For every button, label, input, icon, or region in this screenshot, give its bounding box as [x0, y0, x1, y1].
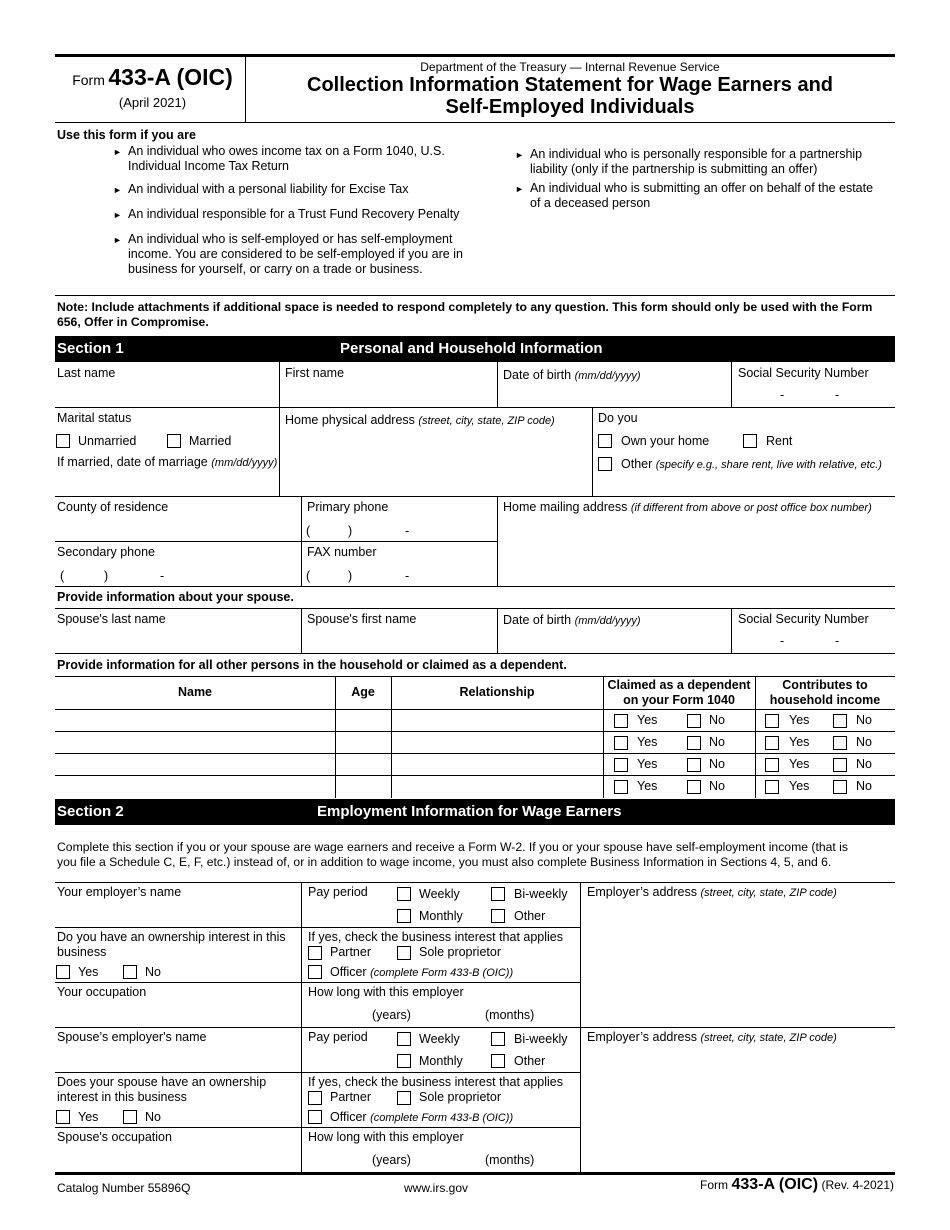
- spouse-officer-label: Officer (complete Form 433-B (OIC)): [330, 1110, 514, 1124]
- claimed-yes-label: Yes: [637, 713, 658, 727]
- agency-line: Department of the Treasury — Internal Revenue Service: [420, 60, 720, 74]
- footer-rule: [55, 1172, 895, 1175]
- claimed-yes-checkbox[interactable]: [614, 736, 628, 750]
- contributes-no-checkbox[interactable]: [833, 714, 847, 728]
- section2-intro-line1: Complete this section if you or your spouse are wage earners and receive a Form W-2. If you or your spouse have self-employment income (that is: [57, 840, 848, 854]
- footer-form-id: [700, 1176, 894, 1194]
- married-checkbox[interactable]: [167, 434, 181, 448]
- spouse-partner-label: Partner: [330, 1090, 371, 1104]
- pay-period-label: Pay period: [308, 885, 368, 899]
- paren: ): [104, 569, 109, 583]
- dependent-age-field[interactable]: [336, 754, 390, 775]
- contributes-yes-checkbox[interactable]: [765, 736, 779, 750]
- business-interest-label: If yes, check the business interest that applies: [308, 930, 563, 944]
- employer-address-field[interactable]: [581, 902, 895, 1026]
- row-rule: [55, 982, 580, 983]
- section2-bar: [55, 799, 895, 825]
- spouse-ssn-field[interactable]: [732, 630, 895, 652]
- section1-title: Personal and Household Information: [340, 340, 603, 357]
- right-bullet-text: of a deceased person: [530, 196, 651, 210]
- claimed-no-checkbox[interactable]: [687, 780, 701, 794]
- ssn-dash: -: [835, 634, 840, 648]
- spouse-pay-period-label: Pay period: [308, 1030, 368, 1044]
- header-divider: [245, 56, 246, 122]
- claimed-yes-label: Yes: [637, 757, 658, 771]
- contributes-yes-label: Yes: [789, 779, 810, 793]
- pay-other-label: Other: [514, 909, 546, 923]
- section2-intro-line2: you file a Schedule C, E, F, etc.) instead of, or in addition to wage income, you must also complete Business Information in Sections 4, 5, and 6.: [57, 855, 832, 869]
- row-rule: [55, 882, 895, 883]
- row-rule: [55, 927, 580, 928]
- spouse-occupation-field[interactable]: [56, 1146, 300, 1171]
- spouse-ownership-no-checkbox[interactable]: [123, 1110, 137, 1124]
- ownership-question: Do you have an ownership interest in this: [57, 930, 286, 944]
- spouse-ownership-question-2: interest in this business: [57, 1090, 187, 1104]
- claimed-yes-checkbox[interactable]: [614, 780, 628, 794]
- ssn-dash: -: [835, 388, 840, 402]
- footer-form-number: 433-A (OIC): [731, 1176, 819, 1193]
- footer-rev: (Rev. 4-2021): [821, 1178, 894, 1192]
- row-rule: [55, 608, 895, 609]
- contributes-no-label: No: [856, 779, 872, 793]
- paren: (: [60, 569, 65, 583]
- spouse-pay-weekly-label: Weekly: [419, 1032, 460, 1046]
- spouse-ownership-yes-checkbox[interactable]: [56, 1110, 70, 1124]
- pay-biweekly-checkbox[interactable]: [491, 887, 505, 901]
- other-housing-label: Other (specify e.g., share rent, live with relative, etc.): [621, 457, 882, 471]
- dependent-name-field[interactable]: [56, 776, 334, 797]
- officer-label: Officer (complete Form 433-B (OIC)): [330, 965, 514, 979]
- divider: [592, 407, 593, 496]
- fax-label: FAX number: [307, 545, 377, 559]
- form-id-block: [60, 64, 245, 91]
- employer-name-field[interactable]: [56, 900, 300, 926]
- contributes-no-label: No: [856, 713, 872, 727]
- col-claimed-header: Claimed as a dependent: [607, 678, 751, 692]
- dependent-name-field[interactable]: [56, 732, 334, 753]
- spouse-ownership-yes-label: Yes: [78, 1110, 99, 1124]
- bullet-arrow-icon: ►: [515, 184, 524, 194]
- mailing-address-label: Home mailing address (if different from above or post office box number): [503, 500, 872, 514]
- spouse-first-name-label: Spouse's first name: [307, 612, 417, 626]
- form-date: (April 2021): [118, 95, 187, 110]
- spouse-heading: Provide information about your spouse.: [57, 590, 294, 604]
- spouse-months-field[interactable]: [418, 1147, 482, 1171]
- spouse-pay-monthly-label: Monthly: [419, 1054, 463, 1068]
- contributes-no-checkbox[interactable]: [833, 736, 847, 750]
- left-bullet-text: An individual who owes income tax on a Form 1040, U.S.: [128, 144, 445, 158]
- fax-dash: -: [405, 569, 410, 583]
- officer-checkbox[interactable]: [308, 965, 322, 979]
- years-field[interactable]: [302, 1002, 370, 1026]
- pay-monthly-checkbox[interactable]: [397, 909, 411, 923]
- claimed-yes-label: Yes: [637, 735, 658, 749]
- dependent-age-field[interactable]: [336, 732, 390, 753]
- col-relationship-header: Relationship: [459, 685, 535, 699]
- unmarried-checkbox[interactable]: [56, 434, 70, 448]
- paren: (: [306, 569, 311, 583]
- spouse-officer-checkbox[interactable]: [308, 1110, 322, 1124]
- other-housing-checkbox[interactable]: [598, 457, 612, 471]
- secondary-phone-label: Secondary phone: [57, 545, 155, 559]
- bullet-arrow-icon: ►: [113, 210, 122, 220]
- spouse-sole-proprietor-checkbox[interactable]: [397, 1091, 411, 1105]
- ownership-yes-label: Yes: [78, 965, 99, 979]
- claimed-no-checkbox[interactable]: [687, 714, 701, 728]
- claimed-no-label: No: [709, 779, 725, 793]
- marriage-date-label: If married, date of marriage (mm/dd/yyyy): [57, 455, 278, 469]
- paren: ): [348, 569, 353, 583]
- spouse-sole-proprietor-label: Sole proprietor: [419, 1090, 501, 1104]
- left-bullet-text: income. You are considered to be self-employed if you are in: [128, 247, 463, 261]
- mailing-address-field[interactable]: [498, 516, 895, 585]
- section2-title: Employment Information for Wage Earners: [317, 803, 622, 820]
- months-label: (months): [485, 1008, 535, 1022]
- left-bullet-text: An individual with a personal liability for Excise Tax: [128, 182, 409, 196]
- household-heading: Provide information for all other persons in the household or claimed as a dependent.: [57, 658, 567, 672]
- row-rule: [55, 541, 497, 542]
- form-prefix: Form: [72, 72, 105, 88]
- contributes-yes-label: Yes: [789, 735, 810, 749]
- spouse-pay-other-label: Other: [514, 1054, 546, 1068]
- spouse-occupation-label: Spouse's occupation: [57, 1130, 172, 1144]
- divider: [603, 676, 604, 798]
- ssn-label: Social Security Number: [738, 366, 869, 380]
- claimed-no-checkbox[interactable]: [687, 758, 701, 772]
- table-top-rule: [55, 676, 895, 677]
- unmarried-label: Unmarried: [78, 434, 137, 448]
- marriage-date-field[interactable]: [55, 472, 279, 495]
- row-rule: [55, 586, 895, 587]
- bullet-arrow-icon: ►: [113, 185, 122, 195]
- sole-proprietor-label: Sole proprietor: [419, 945, 501, 959]
- row-rule: [55, 1027, 895, 1028]
- months-field[interactable]: [418, 1002, 482, 1026]
- spouse-pay-biweekly-checkbox[interactable]: [491, 1032, 505, 1046]
- spouse-employer-address-field[interactable]: [581, 1047, 895, 1171]
- first-name-label: First name: [285, 366, 345, 380]
- contributes-no-checkbox[interactable]: [833, 758, 847, 772]
- section2-label: Section 2: [57, 803, 124, 820]
- right-bullet-text: An individual who is personally responsible for a partnership: [530, 147, 863, 161]
- fax-field[interactable]: [302, 562, 497, 585]
- claimed-no-label: No: [709, 757, 725, 771]
- spouse-ssn-label: Social Security Number: [738, 612, 869, 626]
- primary-phone-label: Primary phone: [307, 500, 389, 514]
- contributes-no-label: No: [856, 735, 872, 749]
- spouse-ownership-question: Does your spouse have an ownership: [57, 1075, 267, 1089]
- primary-phone-field[interactable]: [302, 518, 497, 541]
- dependent-relationship-field[interactable]: [392, 754, 602, 775]
- county-label: County of residence: [57, 500, 169, 514]
- paren: (: [306, 524, 311, 538]
- left-bullet-text: business for yourself, or carry on a trade or business.: [128, 262, 423, 276]
- row-rule: [55, 407, 895, 408]
- pay-other-checkbox[interactable]: [491, 909, 505, 923]
- employer-address-label: Employer’s address (street, city, state, ZIP code): [587, 885, 837, 899]
- left-bullet-text: Individual Income Tax Return: [128, 159, 289, 173]
- ownership-question-2: business: [57, 945, 107, 959]
- catalog-number: Catalog Number 55896Q: [57, 1181, 191, 1195]
- spouse-pay-biweekly-label: Bi-weekly: [514, 1032, 568, 1046]
- spouse-years-field[interactable]: [302, 1147, 370, 1171]
- note-line1: Note: Include attachments if additional space is needed to respond completely to any question. This form should only be used with the Form: [57, 300, 873, 314]
- ownership-yes-checkbox[interactable]: [56, 965, 70, 979]
- form-title-line1: Collection Information Statement for Wage Earners and: [307, 74, 833, 96]
- county-field[interactable]: [55, 516, 301, 541]
- row-rule: [55, 653, 895, 654]
- last-name-field[interactable]: [55, 382, 279, 407]
- dependent-name-field[interactable]: [56, 710, 334, 731]
- rent-label: Rent: [766, 434, 793, 448]
- claimed-no-label: No: [709, 713, 725, 727]
- right-bullet-text: An individual who is submitting an offer on behalf of the estate: [530, 181, 874, 195]
- claimed-no-checkbox[interactable]: [687, 736, 701, 750]
- divider: [755, 676, 756, 798]
- ownership-no-checkbox[interactable]: [123, 965, 137, 979]
- col-age-header: Age: [351, 685, 375, 699]
- spouse-dob-label: Date of birth (mm/dd/yyyy): [503, 613, 641, 627]
- dependent-relationship-field[interactable]: [392, 776, 602, 797]
- contributes-no-label: No: [856, 757, 872, 771]
- section1-bar: [55, 336, 895, 362]
- home-address-label: Home physical address (street, city, state, ZIP code): [285, 413, 555, 427]
- form-number: 433-A (OIC): [108, 64, 233, 90]
- spouse-ownership-no-label: No: [145, 1110, 161, 1124]
- pay-biweekly-label: Bi-weekly: [514, 887, 568, 901]
- employer-name-label: Your employer’s name: [57, 885, 182, 899]
- home-address-field[interactable]: [280, 430, 592, 495]
- secondary-phone-field[interactable]: [55, 562, 301, 585]
- col-name-header: Name: [177, 685, 213, 699]
- pay-weekly-label: Weekly: [419, 887, 460, 901]
- dependent-relationship-field[interactable]: [392, 732, 602, 753]
- spouse-dob-field[interactable]: [498, 630, 731, 652]
- contributes-yes-checkbox[interactable]: [765, 780, 779, 794]
- header-bottom-rule: [55, 122, 895, 123]
- spouse-pay-other-checkbox[interactable]: [491, 1054, 505, 1068]
- claimed-yes-label: Yes: [637, 779, 658, 793]
- rent-checkbox[interactable]: [743, 434, 757, 448]
- spouse-employer-name-field[interactable]: [56, 1045, 300, 1071]
- top-rule: [55, 54, 895, 57]
- note-line2: 656, Offer in Compromise.: [57, 315, 209, 329]
- contributes-yes-checkbox[interactable]: [765, 758, 779, 772]
- pay-weekly-checkbox[interactable]: [397, 887, 411, 901]
- ownership-no-label: No: [145, 965, 161, 979]
- spouse-employer-name-label: Spouse’s employer's name: [57, 1030, 207, 1044]
- contributes-yes-label: Yes: [789, 757, 810, 771]
- spouse-first-name-field[interactable]: [302, 628, 497, 653]
- occupation-field[interactable]: [56, 1001, 300, 1026]
- ssn-dash: -: [780, 388, 785, 402]
- spouse-how-long-label: How long with this employer: [308, 1130, 464, 1144]
- claimed-yes-checkbox[interactable]: [614, 758, 628, 772]
- col-contrib-header-2: household income: [769, 693, 881, 707]
- occupation-label: Your occupation: [57, 985, 147, 999]
- spouse-months-label: (months): [485, 1153, 535, 1167]
- spouse-pay-monthly-checkbox[interactable]: [397, 1054, 411, 1068]
- footer-form-prefix: Form: [700, 1178, 729, 1192]
- bullet-arrow-icon: ►: [515, 150, 524, 160]
- left-bullet-text: An individual responsible for a Trust Fund Recovery Penalty: [128, 207, 460, 221]
- partner-checkbox[interactable]: [308, 946, 322, 960]
- col-claimed-header-2: on your Form 1040: [623, 693, 735, 707]
- partner-label: Partner: [330, 945, 371, 959]
- col-contrib-header: Contributes to: [782, 678, 868, 692]
- dependent-age-field[interactable]: [336, 710, 390, 731]
- spouse-years-label: (years): [372, 1153, 411, 1167]
- claimed-yes-checkbox[interactable]: [614, 714, 628, 728]
- ssn-field[interactable]: [732, 384, 895, 406]
- paren: ): [348, 524, 353, 538]
- row-rule: [55, 496, 895, 497]
- phone-dash: -: [160, 569, 165, 583]
- dependent-age-field[interactable]: [336, 776, 390, 797]
- contributes-no-checkbox[interactable]: [833, 780, 847, 794]
- married-label: Married: [189, 434, 232, 448]
- own-home-label: Own your home: [621, 434, 710, 448]
- dependent-relationship-field[interactable]: [392, 710, 602, 731]
- pay-monthly-label: Monthly: [419, 909, 463, 923]
- ssn-dash: -: [780, 634, 785, 648]
- dependent-name-field[interactable]: [56, 754, 334, 775]
- contributes-yes-checkbox[interactable]: [765, 714, 779, 728]
- row-rule: [55, 1072, 580, 1073]
- own-home-checkbox[interactable]: [598, 434, 612, 448]
- spouse-business-interest-label: If yes, check the business interest that applies: [308, 1075, 563, 1089]
- irs-website: www.irs.gov: [404, 1181, 469, 1195]
- bullet-arrow-icon: ►: [113, 147, 122, 157]
- dob-label: Date of birth (mm/dd/yyyy): [503, 368, 641, 382]
- row-rule: [55, 1127, 580, 1128]
- how-long-label: How long with this employer: [308, 985, 464, 999]
- spouse-pay-weekly-checkbox[interactable]: [397, 1032, 411, 1046]
- spouse-employer-address-label: Employer’s address (street, city, state, ZIP code): [587, 1030, 837, 1044]
- marital-status-label: Marital status: [57, 411, 132, 425]
- spouse-last-name-label: Spouse's last name: [57, 612, 166, 626]
- last-name-label: Last name: [57, 366, 116, 380]
- spouse-partner-checkbox[interactable]: [308, 1091, 322, 1105]
- claimed-no-label: No: [709, 735, 725, 749]
- bullet-arrow-icon: ►: [113, 235, 122, 245]
- spouse-last-name-field[interactable]: [55, 628, 301, 653]
- form-title-line2: Self-Employed Individuals: [445, 96, 695, 118]
- years-label: (years): [372, 1008, 411, 1022]
- left-bullet-text: An individual who is self-employed or has self-employment: [128, 232, 453, 246]
- note-rule: [55, 295, 895, 296]
- dob-field[interactable]: [498, 384, 731, 406]
- phone-dash: -: [405, 524, 410, 538]
- contributes-yes-label: Yes: [789, 713, 810, 727]
- sole-proprietor-checkbox[interactable]: [397, 946, 411, 960]
- right-bullet-text: liability (only if the partnership is submitting an offer): [530, 162, 818, 176]
- section1-label: Section 1: [57, 340, 124, 357]
- do-you-label: Do you: [598, 411, 638, 425]
- use-form-heading: Use this form if you are: [57, 128, 196, 142]
